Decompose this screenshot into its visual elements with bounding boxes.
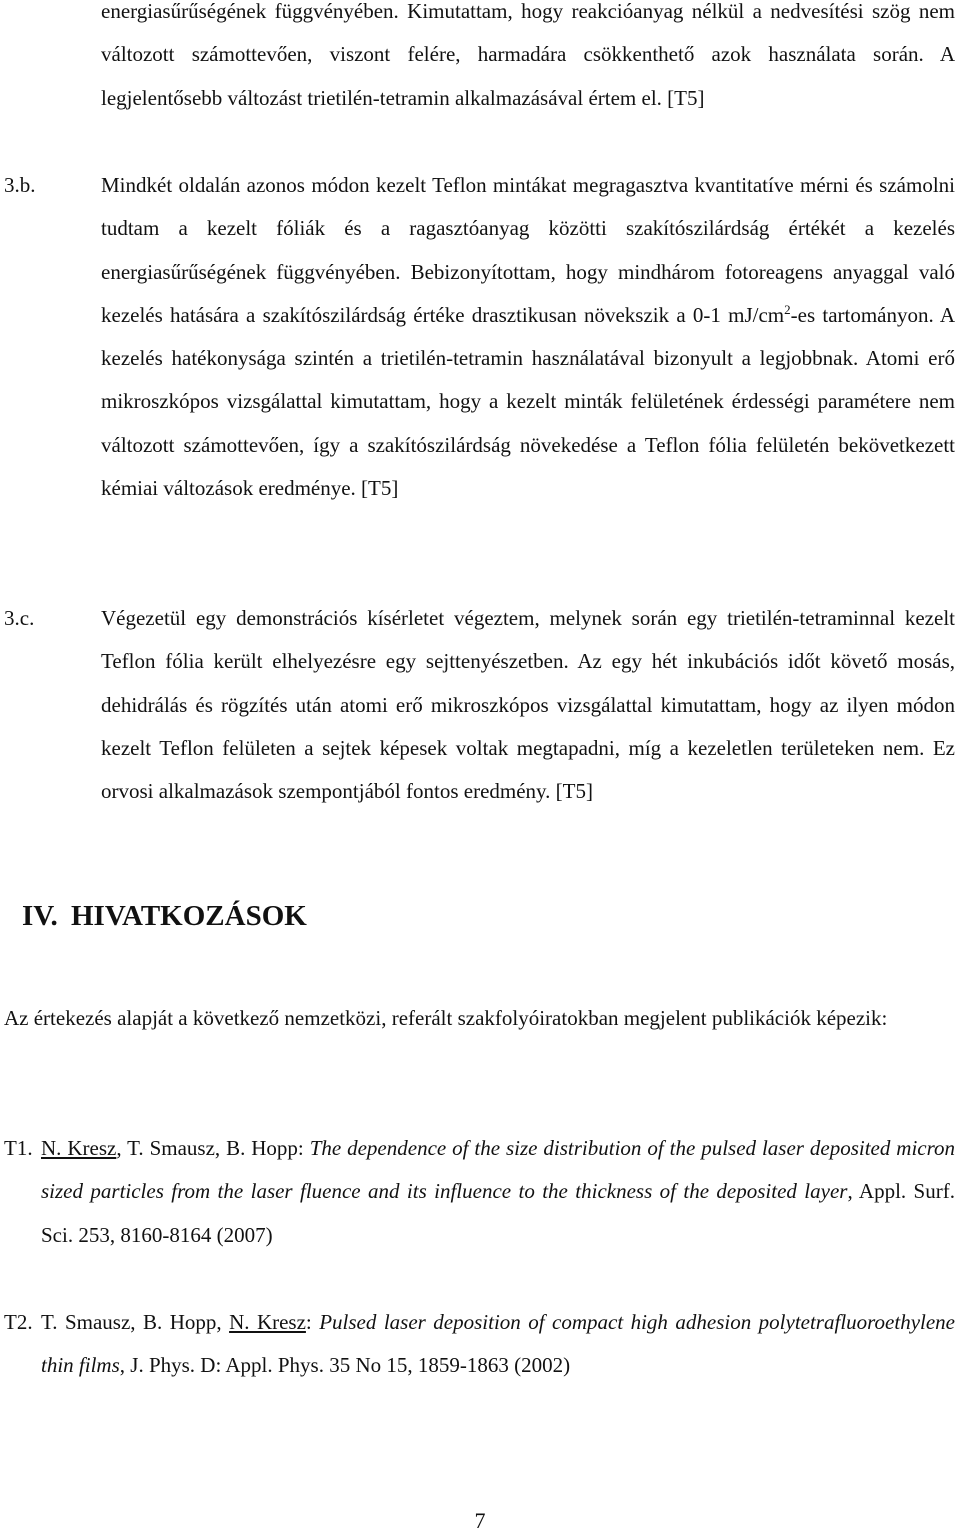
reference-t2-source: , J. Phys. D: Appl. Phys. 35 No 15, 1859-1863 (2002) bbox=[119, 1353, 571, 1378]
item-3b-text bbox=[101, 164, 955, 510]
reference-t1-source: , Appl. Surf. Sci. 253, 8160-8164 (2007) bbox=[41, 1179, 955, 1247]
reference-t2 bbox=[41, 1301, 955, 1388]
item-3b-text-part2: -es tartományon. A kezelés hatékonysága szintén a trietilén-tetramin használatával bizonyult a legjobbnak. Atomi erő mikroszkópos vizsgálattal kimutattam, hogy a kezelt minták felületének érdességi paramétere nem változott számottevően, így a szakítószilárdság növekedése a Teflon fólia felületén bekövetkezett kémiai változások eredménye. [T5] bbox=[101, 302, 955, 501]
reference-t1-self-author: N. Kresz bbox=[41, 1136, 117, 1160]
reference-t1-authors: , T. Smausz, B. Hopp: bbox=[116, 1136, 310, 1160]
reference-t1 bbox=[41, 1127, 955, 1257]
page-number: 7 bbox=[474, 1508, 486, 1533]
item-3b-text-part1: Mindkét oldalán azonos módon kezelt Teflon mintákat megragasztva kvantitatíve mérni és számolni tudtam a kezelt fóliák és a ragasztóanyag közötti szakítószilárdság értékét a kezelés energiasűrűségének függvényében. Bebizonyítottam, hogy mindhárom fotoreagens anyaggal való kezelés hatására a szakítószilárdság értéke drasztikusan növekszik a 0-1 mJ/cm bbox=[101, 173, 955, 327]
item-3c-paragraph bbox=[101, 597, 955, 813]
section-heading: IV. HIVATKOZÁSOK bbox=[22, 900, 307, 932]
unit-superscript: 2 bbox=[784, 301, 791, 317]
reference-t1-label: T1. bbox=[4, 1136, 33, 1160]
reference-t2-title: Pulsed laser deposition of compact high adhesion polytetrafluoroethylene thin films bbox=[41, 1310, 955, 1378]
section-intro: Az értekezés alapját a következő nemzetközi, referált szakfolyóiratokban megjelent publikációk képezik: bbox=[4, 1006, 888, 1030]
reference-t2-label: T2. bbox=[4, 1310, 33, 1334]
continuation-paragraph bbox=[101, 0, 955, 120]
reference-t1-title: The dependence of the size distribution of the pulsed laser deposited micron sized particles from the laser fluence and its influence to the thickness of the deposited layer bbox=[41, 1136, 956, 1204]
item-3c-label: 3.c. bbox=[4, 606, 35, 630]
reference-t2-self-author: N. Kresz bbox=[229, 1310, 306, 1334]
continuation-text: energiasűrűségének függvényében. Kimutattam, hogy reakcióanyag nélkül a nedvesítési szög nem változott számottevően, viszont felére, harmadára csökkenthető azok használata során. A legjelentősebb változást trietilén-tetramin alkalmazásával értem el. [T5] bbox=[101, 0, 955, 110]
item-3b-paragraph bbox=[101, 164, 955, 510]
reference-t2-authors-after: : bbox=[305, 1310, 320, 1334]
item-3b-label: 3.b. bbox=[4, 173, 36, 197]
reference-t2-authors-before: T. Smausz, B. Hopp, bbox=[41, 1310, 230, 1334]
item-3c-text: Végezetül egy demonstrációs kísérletet végeztem, melynek során egy trietilén-tetraminnal kezelt Teflon fólia került elhelyezésre egy sejttenyészetben. Az egy hét inkubációs időt követő mosás, dehidrálás és rögzítés után atomi erő mikroszkópos vizsgálattal kimutattam, hogy az ilyen módon kezelt Teflon felületen a sejtek képesek voltak megtapadni, míg a kezeletlen területeken nem. Ez orvosi alkalmazások szempontjából fontos eredmény. [T5] bbox=[101, 606, 955, 804]
